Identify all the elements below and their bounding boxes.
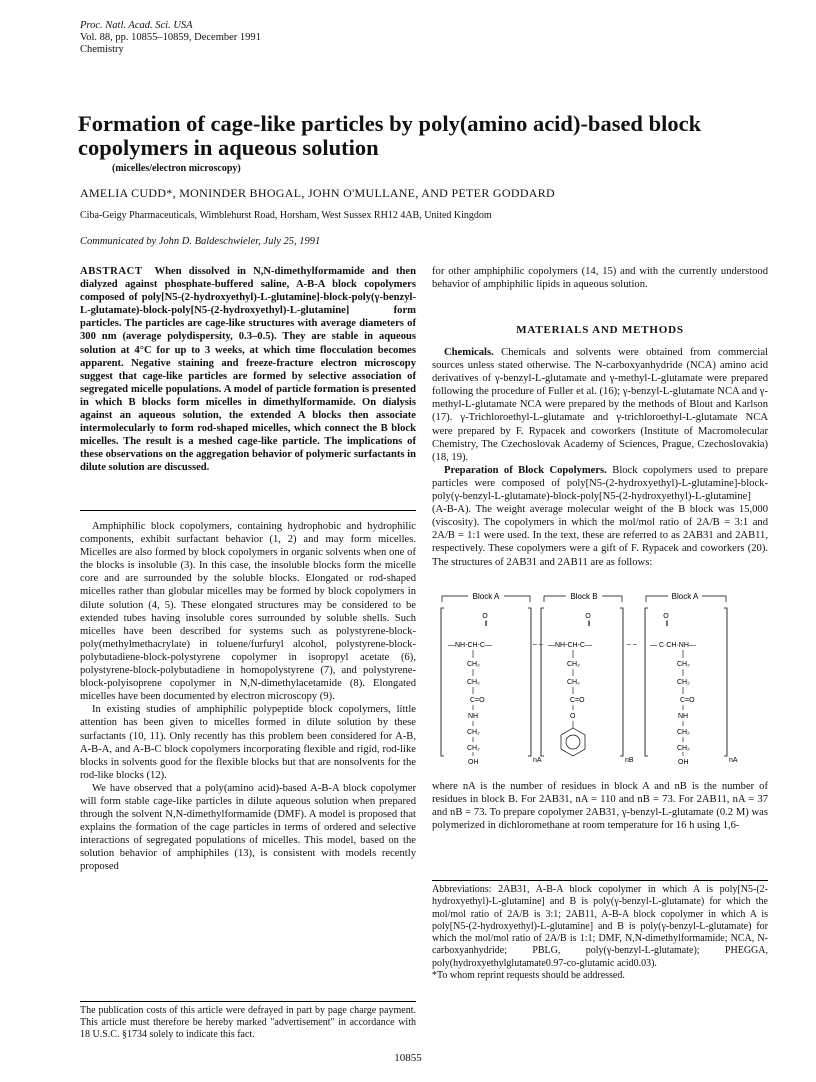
block-a-left-label: Block A — [472, 592, 500, 601]
svg-text:– –: – – — [533, 641, 543, 648]
intro-paragraph: Amphiphilic block copolymers, containing hydrophobic and hydrophilic components, exhibit surfactant behavior (1, 2) and may form micelles. Micelles are also formed by block copolymers in organic solvents when one of the blocks is insoluble (3). In this case, the insoluble blocks form the micelle core and are surrounded by the soluble blocks. Elongated or rod-shaped micelles rather than globular micelles may be formed by block copolymers in dilute solution (4, 5). These elongated structures may be considered to be extended tubes having insoluble cores surrounded by soluble shells. Such micelles have been described for systems such as polystyrene-block-poly(methylmethacrylate) in toluene/furfuryl alcohol, polystyrene-block-polybutadiene-block-polystyrene copolymer in isopropyl acetate (6), polystyrene-block-polybutadiene in homopolystyrene (7), and polystyrene-block-polyisoprene copolymer in N,N-dimethylacetamide (8). Elongated micelles have been documented by electron microscopy (9). — [80, 521, 416, 703]
svg-text:—NH-CH-C—: —NH-CH-C— — [448, 642, 492, 649]
svg-text:— C·CH·NH—: — C·CH·NH— — [650, 642, 696, 649]
abbreviations-text: Abbreviations: 2AB31, A-B-A block copolymer in which A is poly[N5-(2-hydroxyethyl)-L-glutamine] and B is poly(γ-benzyl-L-glutamate) for which the mol/mol ratio of 2A/B is 3:1; 2AB11, A-B-A block copolymer in which A is poly[N5-(2-hydroxyethyl)-L-glutamine] and B is poly(γ-benzyl-L-glutamate) for which the mol/mol ratio of 2A/B is 1:1; DMF, N,N-dimethylformamide; NCA, N-carboxyanhydride; PBLG, poly(γ-benzyl-L-glutamate); PHEGGA, poly(hydroxyethylglutamate0.97-co-glutamic acid0.03). — [432, 884, 768, 969]
svg-text:CH₂: CH₂ — [467, 729, 480, 736]
prep-heading: Preparation of Block Copolymers. — [444, 464, 607, 476]
intro-paragraph: We have observed that a poly(amino acid)-based A-B-A block copolymer will form stable cage-like particles in dilute aqueous solution when prepared through the solvent N,N-dimethylformamide (DMF). A model is proposed that explains the formation of the cage particles in terms of ordered and selective interactions of segregated populations of micelles. This model, based on the solution behavior of amphiphiles (13), is consistent with models recently proposed — [80, 782, 416, 873]
svg-text:NH: NH — [678, 713, 689, 720]
abstract-label: ABSTRACT — [80, 266, 143, 277]
corresponding-author-note: *To whom reprint requests should be addressed. — [432, 970, 625, 982]
intro-continuation — [432, 265, 768, 291]
block-a-right-label: Block A — [671, 592, 699, 601]
authors: AMELIA CUDD*, MONINDER BHOGAL, JOHN O'MULLANE, AND PETER GODDARD — [80, 186, 556, 200]
keywords: (micelles/electron microscopy) — [112, 163, 241, 174]
svg-text:CH₂: CH₂ — [677, 679, 690, 686]
svg-text:C=O: C=O — [470, 697, 485, 704]
svg-text:O: O — [663, 613, 669, 620]
footnote-divider — [80, 1001, 416, 1002]
svg-text:‖: ‖ — [484, 621, 488, 628]
intro-paragraph: In existing studies of amphiphilic polypeptide block copolymers, little attention has been given to micelles formed in dilute solution by these surfactants (10, 11). Only recently has this problem been considered for A-B, A-B-A, and A-B-C block copolymers incorporating flexible and rigid, rod-like blocks in solvents good for the flexible blocks but that are nonsolvents for the rod-like blocks (12). — [80, 704, 416, 781]
prep-body: Block copolymers used to prepare particles were composed of poly[N5-(2-hydroxyethyl)-L-glutamine]-block-poly(γ-benzyl-L-glutamate)-block-poly[N5-(2-hydroxyethyl)-L-glutamine] (A-B-A). The weight average molecular weight of the B block was 15,000 (viscosity). The copolymers in which the mol/mol ratio of 2A/B = 3:1 and 2A/B = 1:1 were used. In the text, these are referred to as 2AB31 and 2AB11, respectively. These copolymers were a gift of F. Rypacek and coworkers (20). The structures of 2AB31 and 2AB11 are as follows: — [432, 464, 768, 568]
svg-text:CH₂: CH₂ — [567, 661, 580, 668]
svg-text:CH₂: CH₂ — [567, 679, 580, 686]
intro-cont-text: for other amphiphilic copolymers (14, 15) and with the currently understood behavior of amphiphilic lipids in aqueous solution. — [432, 266, 768, 291]
copolymer-structure-diagram — [440, 590, 760, 772]
svg-text:O: O — [585, 613, 591, 620]
svg-text:CH₂: CH₂ — [677, 729, 690, 736]
svg-text:CH₂: CH₂ — [467, 661, 480, 668]
block-a-right-structure — [650, 613, 696, 766]
svg-text:OH: OH — [678, 759, 689, 766]
abstract — [80, 265, 416, 475]
abstract-divider — [80, 510, 416, 511]
svg-text:C=O: C=O — [570, 697, 585, 704]
svg-text:CH₂: CH₂ — [677, 661, 690, 668]
chemicals-heading: Chemicals. — [444, 347, 494, 358]
methods-text — [432, 346, 768, 569]
svg-text:– –: – – — [627, 641, 637, 648]
after-structure-text: where nA is the number of residues in block A and nB is the number of residues in block B. For 2AB31, nA = 110 and nB = 73. For 2AB11, nA = 37 and nB = 73. To prepare copolymer 2AB31, γ-benzyl-L-glutamate (0.2 M) was polymerized in dichloromethane at room temperature for 16 h using 1,6- — [432, 781, 768, 832]
abstract-text: When dissolved in N,N-dimethylformamide and then dialyzed against phosphate-buffered saline, A-B-A block copolymers composed of poly[N5-(2-hydroxyethyl)-L-glutamine]-block-poly(γ-benzyl-L-glutamate)-block-poly[N5-(2-hydroxyethyl)-L-glutamine] form particles. The particles are cage-like structures with average diameters of 300 nm (average polydispersity, 0.3–0.5). They are stable in aqueous solution at 4°C for up to 3 weeks, at which time flocculation becomes apparent. Negative staining and freeze-fracture electron microscopy suggest that cage-like particles are formed by selective association of segregated micelle populations. A model of particle formation is presented in which B blocks form micelles in dimethylformamide. On dialysis against an aqueous solution, the extended A blocks then associate intermolecularly to form rod-shaped micelles, which connect the B block micelles. The result is a meshed cage-like particle. The implications of these observations on the aggregation behavior of polymeric surfactants in dilute solution are discussed. — [80, 266, 416, 474]
section-heading: MATERIALS AND METHODS — [516, 324, 684, 336]
svg-text:OH: OH — [468, 759, 479, 766]
journal-header — [80, 20, 261, 56]
communicated-by: Communicated by John D. Baldeschwieler, July 25, 1991 — [80, 236, 321, 247]
svg-text:‖: ‖ — [665, 621, 669, 628]
svg-text:—NH-CH-C—: —NH-CH-C— — [548, 642, 592, 649]
journal-name: Proc. Natl. Acad. Sci. USA — [80, 20, 193, 31]
prep-paragraph — [432, 464, 768, 569]
section-name: Chemistry — [80, 44, 124, 55]
chemicals-paragraph — [432, 346, 768, 464]
svg-text:O: O — [570, 713, 576, 720]
block-b-structure — [548, 613, 592, 756]
publication-cost-note: The publication costs of this article were defrayed in part by page charge payment. This article must therefore be hereby marked "advertisement" in accordance with 18 U.S.C. §1734 solely to indicate this fact. — [80, 1005, 416, 1040]
svg-text:O: O — [482, 613, 488, 620]
article-title: Formation of cage-like particles by poly(amino acid)-based block copolymers in aqueous solution — [78, 111, 702, 160]
page-number: 10855 — [394, 1052, 422, 1064]
abbreviations-footnote — [432, 880, 768, 982]
block-a-left-structure — [448, 613, 492, 766]
affiliation: Ciba-Geigy Pharmaceuticals, Wimblehurst Road, Horsham, West Sussex RH12 4AB, United Kingdom — [80, 210, 492, 221]
svg-text:CH₂: CH₂ — [677, 745, 690, 752]
volume-line: Vol. 88, pp. 10855–10859, December 1991 — [80, 32, 261, 43]
subscript-nA-right: nA — [729, 757, 738, 764]
svg-text:CH₂: CH₂ — [467, 679, 480, 686]
svg-text:C=O: C=O — [680, 697, 695, 704]
svg-text:CH₂: CH₂ — [467, 745, 480, 752]
block-b-label: Block B — [570, 592, 598, 601]
subscript-nA-left: nA — [533, 757, 542, 764]
chemicals-body: Chemicals and solvents were obtained from commercial sources unless stated otherwise. The N-carboxyanhydride (NCA) amino acid derivatives of γ-benzyl-L-glutamate and γ-methyl-L-glutamate were prepared following the procedure of Fuller et al. (16); γ-benzyl-L-glutamate NCA and γ-methyl-L-glutamate NCA were prepared by the methods of Blout and Karlson (17). γ-Trichloroethyl-L-glutamate and γ-trichloroethyl-L-glutamate NCA were prepared by F. Rypacek and coworkers (Institute of Macromolecular Chemistry, The Czechoslovak Academy of Sciences, Prague, Czechoslovakia) (18, 19). — [432, 347, 768, 463]
subscript-nB: nB — [625, 757, 634, 764]
svg-text:NH: NH — [468, 713, 479, 720]
introduction — [80, 520, 416, 874]
structure-explanation — [432, 780, 768, 832]
benzyl-ring — [561, 728, 585, 756]
svg-text:‖: ‖ — [587, 621, 591, 628]
